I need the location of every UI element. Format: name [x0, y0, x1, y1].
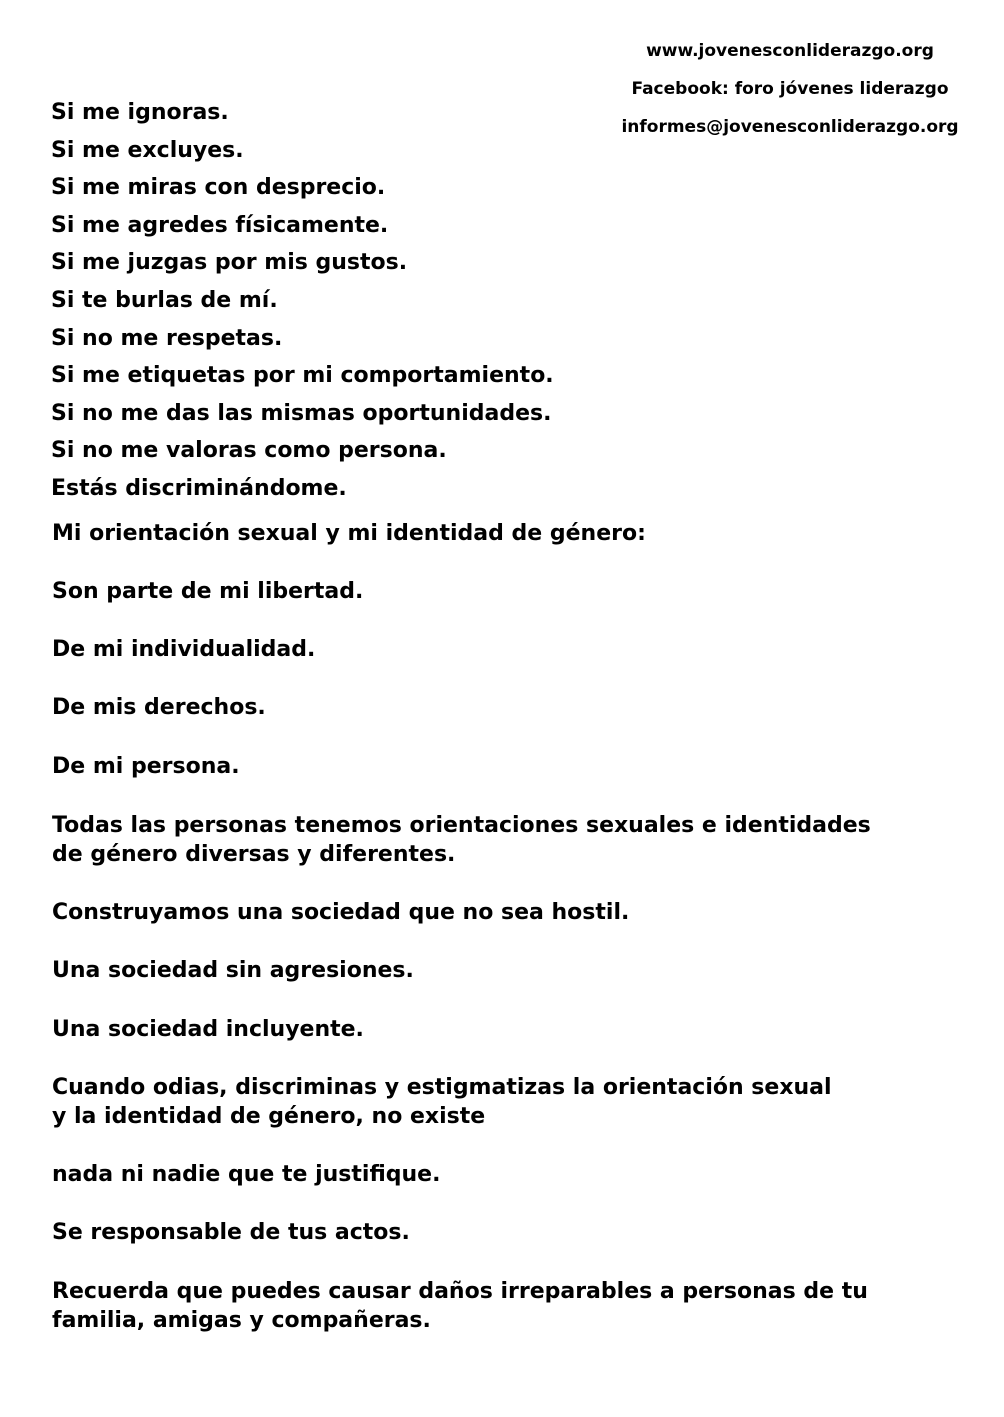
paragraph: Construyamos una sociedad que no sea hostil. [52, 900, 630, 925]
paragraph: De mis derechos. [52, 695, 266, 720]
list-item: Si me juzgas por mis gustos. [51, 250, 408, 276]
list-item: Si me agredes físicamente. [51, 212, 389, 238]
paragraph: Son parte de mi libertad. [52, 579, 364, 604]
list-item: Si me etiquetas por mi comportamiento. [51, 363, 554, 389]
facebook-text: Facebook: foro jóvenes liderazgo [631, 79, 949, 99]
paragraph: Cuando odias, discriminas y estigmatizas la orientación sexual y la identidad de género, no existe [52, 1075, 832, 1129]
paragraph: De mi persona. [52, 754, 240, 779]
discrimination-list [51, 94, 554, 508]
list-item: Si me miras con desprecio. [51, 175, 386, 201]
list-item: Estás discriminándome. [51, 475, 347, 501]
list-item: Si me ignoras. [51, 100, 229, 125]
list-item: Si no me valoras como persona. [51, 438, 447, 464]
paragraph: De mi individualidad. [52, 637, 316, 662]
list-item: Si te burlas de mí. [51, 287, 278, 313]
paragraph: Una sociedad incluyente. [52, 1017, 364, 1042]
paragraph: Todas las personas tenemos orientaciones sexuales e identidades de género diversas y diferentes. [52, 813, 871, 867]
paragraph: Recuerda que puedes causar daños irreparables a personas de tu familia, amigas y compañeras. [52, 1279, 868, 1333]
list-item: Si me excluyes. [51, 137, 244, 163]
list-item: Si no me das las mismas oportunidades. [51, 400, 552, 426]
section-heading: Mi orientación sexual y mi identidad de género: [52, 521, 646, 546]
paragraph: Una sociedad sin agresiones. [52, 958, 414, 983]
list-item: Si no me respetas. [51, 325, 283, 351]
website-link[interactable]: www.jovenesconliderazgo.org [646, 41, 934, 61]
paragraph: Se responsable de tus actos. [52, 1220, 410, 1245]
paragraph: nada ni nadie que te justifique. [52, 1162, 441, 1187]
email-link[interactable]: informes@jovenesconliderazgo.org [621, 117, 959, 137]
